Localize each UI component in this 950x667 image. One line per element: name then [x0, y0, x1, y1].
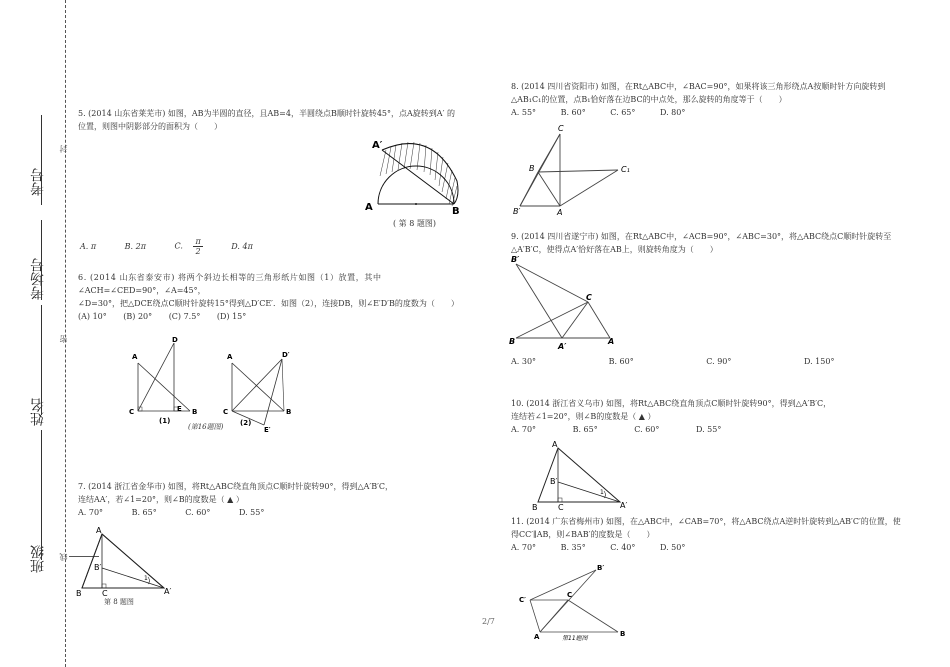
q6-caption: (第16题图) — [188, 423, 224, 431]
q7-figure — [74, 524, 176, 600]
q5-line2: 位置，则图中阴影部分的面积为（ ） — [78, 122, 222, 131]
q9-label-c: C — [586, 293, 592, 302]
q10-option-d: D. 55° — [695, 425, 722, 434]
q8-option-b: B. 60° — [560, 108, 586, 117]
q9-label-b1: B′ — [511, 255, 520, 264]
field-line-exam-room — [41, 220, 42, 300]
q9-figure — [508, 252, 618, 352]
question-11 — [511, 515, 931, 554]
q5-line1: 5. (2014 山东省莱芜市) 如图，AB为半圆的直径，且AB=4，半圆绕点B顺时针旋转45°，点A旋转到A′ 的 — [78, 109, 455, 118]
q6-line2: ∠ACH=∠CED=90°，∠A=45°， — [78, 286, 206, 295]
seal-mark-xian: 线 — [59, 553, 68, 561]
q6-f1-label-e: E — [177, 405, 182, 413]
q8-line1: 8. (2014 四川省资阳市) 如图，在Rt△ABC中，∠BAC=90°，如果将该三角形绕点A按顺时针方向旋转到 — [511, 82, 886, 91]
q10-label-a: A — [552, 440, 558, 449]
q10-label-b1: B′ — [550, 477, 558, 486]
q6-option-d: (D) 15° — [216, 312, 247, 321]
q8-option-c: C. 65° — [610, 108, 636, 117]
q8-option-a: A. 55° — [511, 108, 537, 117]
q6-f1-label-c: C — [129, 408, 135, 416]
q9-options — [511, 355, 931, 368]
q8-label-c1: C₁ — [621, 165, 630, 174]
q9-label-b: B — [509, 337, 516, 346]
q7-caption: 第 8 题图 — [104, 598, 134, 606]
q10-option-b: B. 65° — [572, 425, 598, 434]
question-7 — [78, 480, 498, 519]
q6-option-a: (A) 10° — [78, 312, 107, 321]
q10-option-a: A. 70° — [511, 425, 537, 434]
q8-option-d: D. 80° — [659, 108, 686, 117]
q6-f2-label-b: B — [286, 408, 292, 416]
q5-option-c: C. $\frac{\pi}{2}$ — [174, 237, 201, 256]
q9-label-a: A — [608, 337, 615, 346]
q7-label-a: A — [96, 526, 102, 535]
q11-label-c1: C′ — [519, 596, 526, 604]
field-line-name — [41, 305, 42, 415]
q10-label-b: B — [532, 503, 538, 512]
field-label-exam-room: 考场号 — [30, 258, 46, 300]
q9-label-a1: A′ — [558, 342, 567, 351]
q11-line1: 11. (2014 广东省梅州市) 如图，在△ABC中，∠CAB=70°，将△ABC绕点A逆时针旋转到△AB′C′的位置，使 — [511, 517, 901, 526]
q10-line1: 10. (2014 浙江省义乌市) 如图，将Rt△ABC绕直角顶点C顺时针旋转90°，得到△A′B′C， — [511, 399, 832, 408]
q8-label-b: B — [529, 164, 535, 173]
q7-option-a: A. 70° — [78, 508, 104, 517]
q6-f2-label-e1: E′ — [264, 426, 271, 434]
q7-label-a1: A′ — [164, 587, 172, 596]
q5-label-a1: A′ — [372, 140, 383, 151]
page-number: 2/7 — [482, 617, 495, 626]
q6-option-c: (C) 7.5° — [168, 312, 201, 321]
q11-options — [511, 541, 931, 554]
seal-mark-mi: 密 — [59, 335, 68, 343]
field-line-exam-number — [41, 115, 42, 205]
q11-option-a: A. 70° — [511, 543, 537, 552]
field-label-exam-number: 考号 — [30, 168, 46, 196]
q7-label-1: 1 — [144, 575, 148, 582]
q5-option-c-fraction: $\frac{\pi}{2}$ — [195, 237, 201, 256]
q5-arc-original — [378, 166, 454, 204]
q11-caption: 第11题图 — [562, 635, 588, 642]
q10-label-a1: A′ — [620, 501, 628, 510]
q6-f2-label-d1: D′ — [282, 351, 290, 359]
q11-option-b: B. 35° — [560, 543, 586, 552]
q6-line3: ∠D=30°，把△DCE绕点C顺时针旋转15°得到△D′CE′．如图（2），连接DB，则∠E′D′B的度数为（ ） — [78, 299, 459, 308]
question-5 — [78, 107, 498, 133]
q5-option-b: B. 2π — [124, 241, 146, 251]
q6-f2-number: (2) — [240, 419, 252, 427]
q9-option-a: A. 30° — [511, 357, 537, 366]
q5-figure — [362, 136, 468, 224]
q6-f1-label-b: B — [192, 408, 198, 416]
q11-label-c: C — [567, 591, 573, 599]
q6-option-b: (B) 20° — [123, 312, 153, 321]
q6-options — [78, 310, 498, 323]
seal-mark-feng: 封 — [59, 145, 68, 153]
q5-option-d: D. 4π — [231, 241, 253, 251]
q6-f2-label-a: A — [227, 353, 233, 361]
q9-line2: △A′B′C，使得点A′恰好落在AB上，则旋转角度为（ ） — [511, 245, 718, 254]
q5-label-b: B — [452, 206, 460, 217]
q9-option-d: D. 150° — [803, 357, 835, 366]
q7-option-d: D. 55° — [238, 508, 265, 517]
field-label-name: 姓名 — [30, 398, 46, 426]
q8-options — [511, 106, 931, 119]
q6-figure-2 — [222, 345, 298, 437]
q7-line2: 连结AA′，若∠1=20°，则∠B的度数是（ ▲ ） — [78, 495, 244, 504]
q10-label-c: C — [558, 503, 564, 512]
q6-figure-1 — [126, 335, 202, 427]
q10-line2: 连结若∠1=20°，则∠B的度数是（ ▲ ） — [511, 412, 656, 421]
q8-label-b1: B′ — [513, 207, 521, 216]
q7-label-b1: B′ — [94, 563, 102, 572]
q11-label-b1: B′ — [597, 564, 605, 572]
q11-option-c: C. 40° — [610, 543, 636, 552]
q8-label-a: A — [557, 208, 563, 217]
q7-options — [78, 506, 498, 519]
q7-option-b: B. 65° — [131, 508, 157, 517]
q7-label-b: B — [76, 589, 82, 598]
q11-label-a: A — [534, 633, 540, 641]
q8-figure — [508, 122, 638, 220]
q9-option-b: B. 60° — [608, 357, 634, 366]
q7-line1: 7. (2014 浙江省金华市) 如图，将Rt△ABC绕直角顶点C顺时针旋转90°，得到△A′B′C， — [78, 482, 394, 491]
q5-options — [80, 237, 380, 256]
q5-hatching — [380, 142, 457, 206]
q10-options — [511, 423, 931, 436]
q9-line1: 9. (2014 四川省遂宁市) 如图，在Rt△ABC中，∠ACB=90°，∠ABC=30°，将△ABC绕点C顺时针旋转至 — [511, 232, 892, 241]
q6-f1-label-a: A — [132, 353, 138, 361]
q6-f2-label-c: C — [223, 408, 229, 416]
q5-caption: ( 第 8 题图) — [393, 219, 436, 228]
q8-label-c: C — [558, 124, 564, 133]
q11-label-b: B — [620, 630, 626, 638]
question-8 — [511, 80, 931, 119]
q6-f1-number: (1) — [159, 417, 171, 425]
q5-option-a: A. π — [80, 241, 97, 251]
q6-f1-label-d: D — [172, 336, 178, 344]
q11-option-d: D. 50° — [659, 543, 686, 552]
binding-dashed-line — [65, 0, 66, 667]
q5-label-a: A — [365, 202, 373, 213]
q10-option-c: C. 60° — [634, 425, 660, 434]
q6-line1: 6. (2014 山东省泰安市) 将两个斜边长相等的三角形纸片如图（1）放置，其中 — [78, 273, 382, 282]
q7-label-c: C — [102, 589, 108, 598]
q7-option-c: C. 60° — [185, 508, 211, 517]
q10-label-1: 1 — [600, 489, 604, 496]
q11-line2: 得CC′∥AB，则∠BAB′的度数是（ ） — [511, 530, 655, 539]
q9-option-c: C. 90° — [706, 357, 732, 366]
q8-line2: △AB₁C₁的位置，点B₁恰好落在边BC的中点处，那么旋转的角度等于（ ） — [511, 95, 787, 104]
question-10 — [511, 397, 931, 436]
question-6 — [78, 271, 498, 323]
q10-figure — [530, 438, 634, 516]
field-line-class — [41, 430, 42, 560]
field-label-class: 班级 — [30, 545, 46, 573]
q11-figure — [512, 560, 634, 650]
